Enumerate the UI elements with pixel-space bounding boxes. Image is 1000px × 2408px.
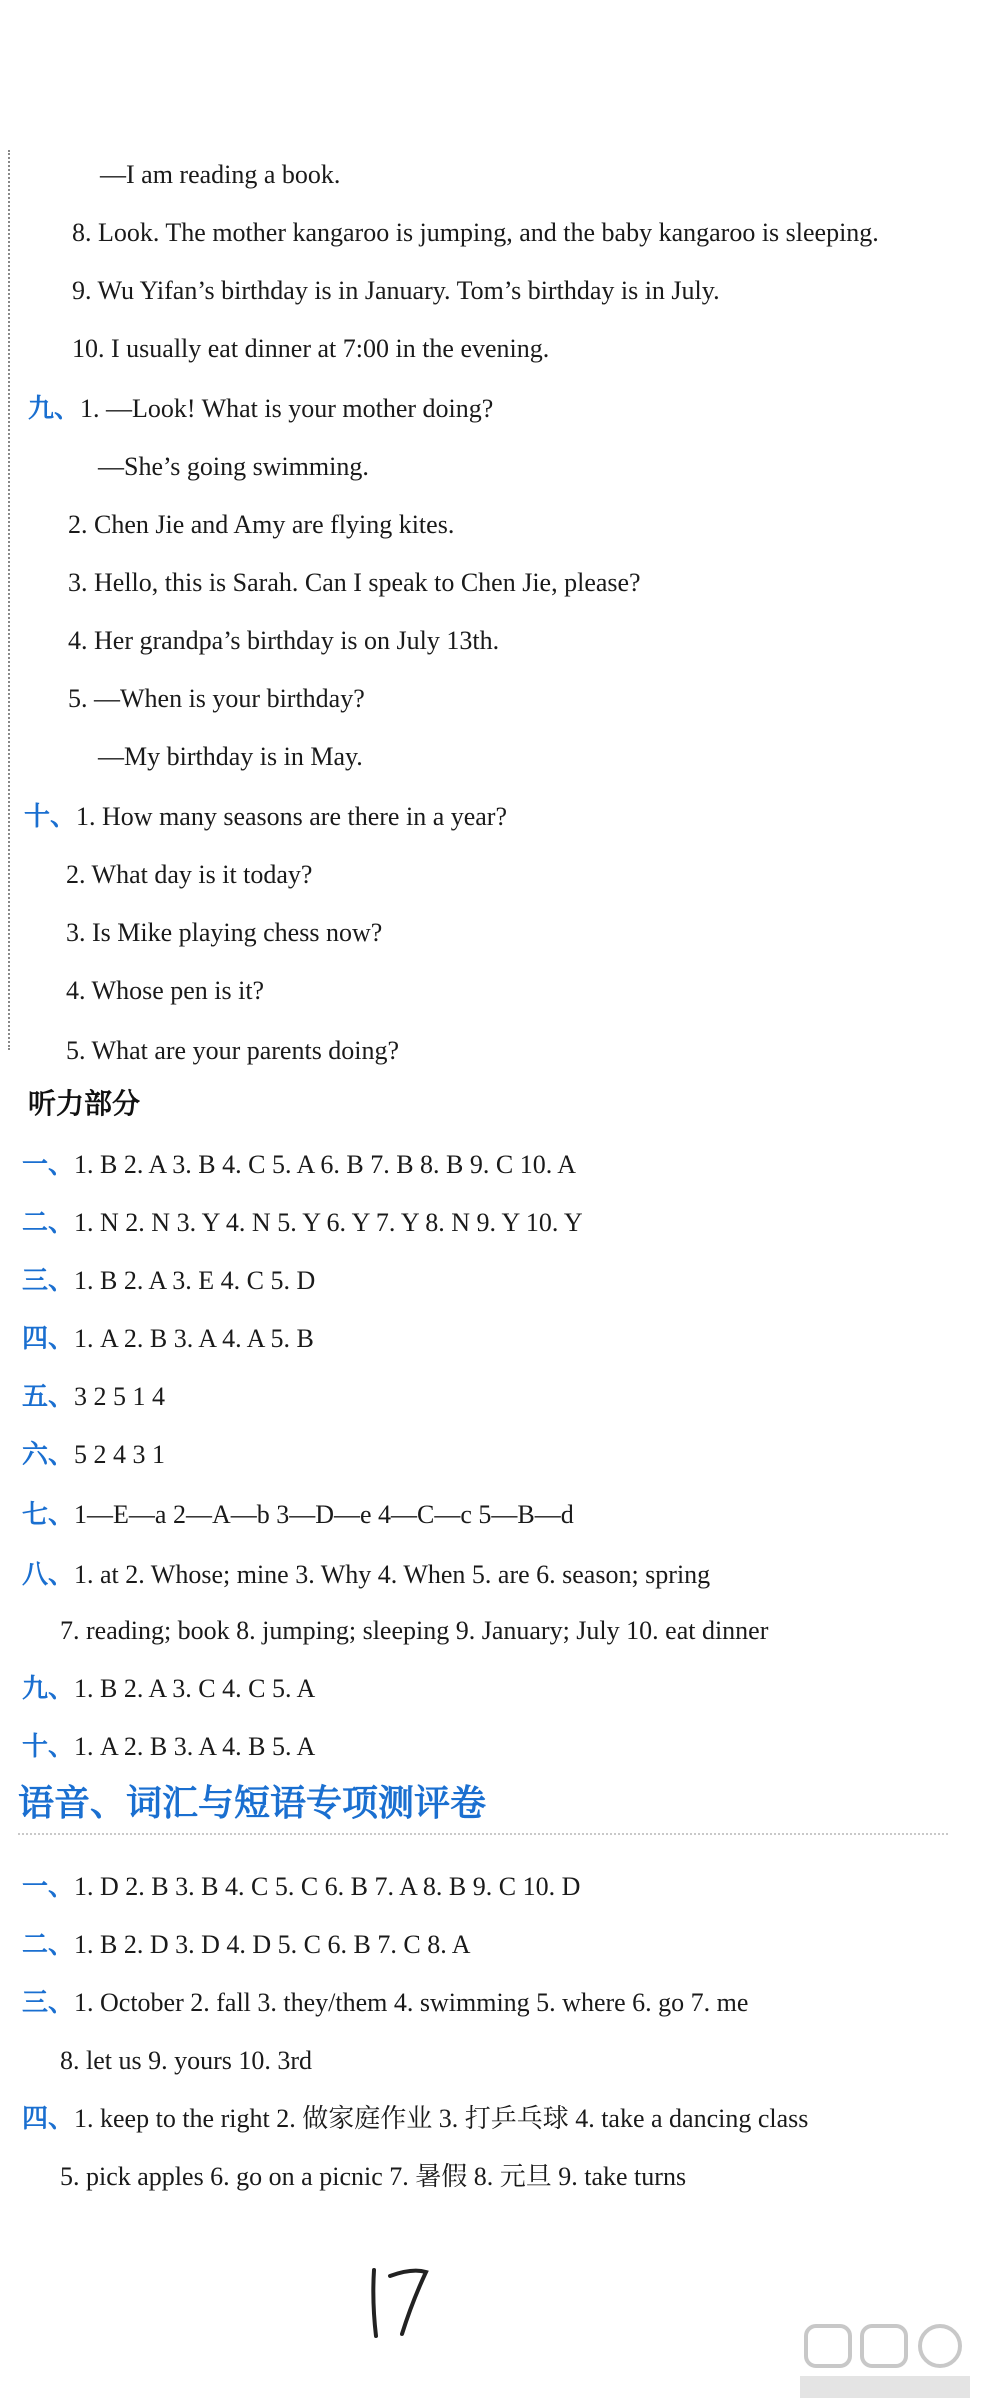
listening-answer-line: 一、1. B 2. A 3. B 4. C 5. A 6. B 7. B 8. B 9. C 10. A	[22, 1150, 577, 1180]
binding-dotted-line	[8, 150, 10, 1050]
phonics-vocab-section-title: 语音、词汇与短语专项测评卷	[18, 1783, 487, 1824]
answer-line: —My birthday is in May.	[98, 742, 363, 771]
answer-line: 4. Her grandpa’s birthday is on July 13th.	[68, 626, 500, 655]
vocab-answer-line: 一、1. D 2. B 3. B 4. C 5. C 6. B 7. A 8. B 9. C 10. D	[22, 1872, 581, 1902]
vocab-answer-line: 四、1. keep to the right 2. 做家庭作业 3. 打乒乓球 4. take a dancing class	[22, 2104, 809, 2134]
answer-line: —She’s going swimming.	[98, 452, 369, 481]
answer-line: 9. Wu Yifan’s birthday is in January. Tom’s birthday is in July.	[72, 276, 720, 305]
vocab-answer-line: 三、1. October 2. fall 3. they/them 4. swimming 5. where 6. go 7. me	[22, 1988, 749, 2018]
answer-line: 2. What day is it today?	[66, 860, 313, 889]
answer-line: 8. Look. The mother kangaroo is jumping, and the baby kangaroo is sleeping.	[72, 218, 879, 247]
watermark-logo	[790, 2322, 980, 2402]
handwritten-page-number	[360, 2262, 440, 2342]
answer-line: 10. I usually eat dinner at 7:00 in the evening.	[72, 334, 550, 363]
answer-line: 5. What are your parents doing?	[66, 1036, 400, 1065]
listening-answer-line: 三、1. B 2. A 3. E 4. C 5. D	[22, 1266, 316, 1296]
listening-answer-line: 二、1. N 2. N 3. Y 4. N 5. Y 6. Y 7. Y 8. N 9. Y 10. Y	[22, 1208, 583, 1238]
listening-answer-line: 六、5 2 4 3 1	[22, 1440, 166, 1470]
answer-line: 3. Hello, this is Sarah. Can I speak to Chen Jie, please?	[68, 568, 641, 597]
listening-answer-line: 十、1. A 2. B 3. A 4. B 5. A	[22, 1732, 316, 1762]
vocab-answer-line: 8. let us 9. yours 10. 3rd	[60, 2046, 313, 2075]
answer-line: 4. Whose pen is it?	[66, 976, 265, 1005]
answer-line: 2. Chen Jie and Amy are flying kites.	[68, 510, 455, 539]
listening-answer-line: 七、1—E—a 2—A—b 3—D—e 4—C—c 5—B—d	[22, 1500, 574, 1530]
listening-answer-line: 五、3 2 5 1 4	[22, 1382, 166, 1412]
listening-answer-line: 7. reading; book 8. jumping; sleeping 9. January; July 10. eat dinner	[60, 1616, 769, 1645]
listening-answer-line: 四、1. A 2. B 3. A 4. A 5. B	[22, 1324, 314, 1354]
listening-section-title: 听力部分	[28, 1087, 141, 1120]
vocab-answer-line: 5. pick apples 6. go on a picnic 7. 暑假 8. 元旦 9. take turns	[60, 2162, 687, 2191]
answer-line: 3. Is Mike playing chess now?	[66, 918, 383, 947]
vocab-answer-line: 二、1. B 2. D 3. D 4. D 5. C 6. B 7. C 8. A	[22, 1930, 471, 1960]
section-divider	[18, 1833, 948, 1835]
listening-answer-line: 九、1. B 2. A 3. C 4. C 5. A	[22, 1674, 316, 1704]
answer-line: —I am reading a book.	[100, 160, 341, 189]
answer-line: 5. —When is your birthday?	[68, 684, 365, 713]
answer-line: 九、1. —Look! What is your mother doing?	[28, 394, 494, 424]
listening-answer-line: 八、1. at 2. Whose; mine 3. Why 4. When 5. are 6. season; spring	[22, 1560, 711, 1590]
answer-line: 十、1. How many seasons are there in a year?	[24, 802, 508, 832]
